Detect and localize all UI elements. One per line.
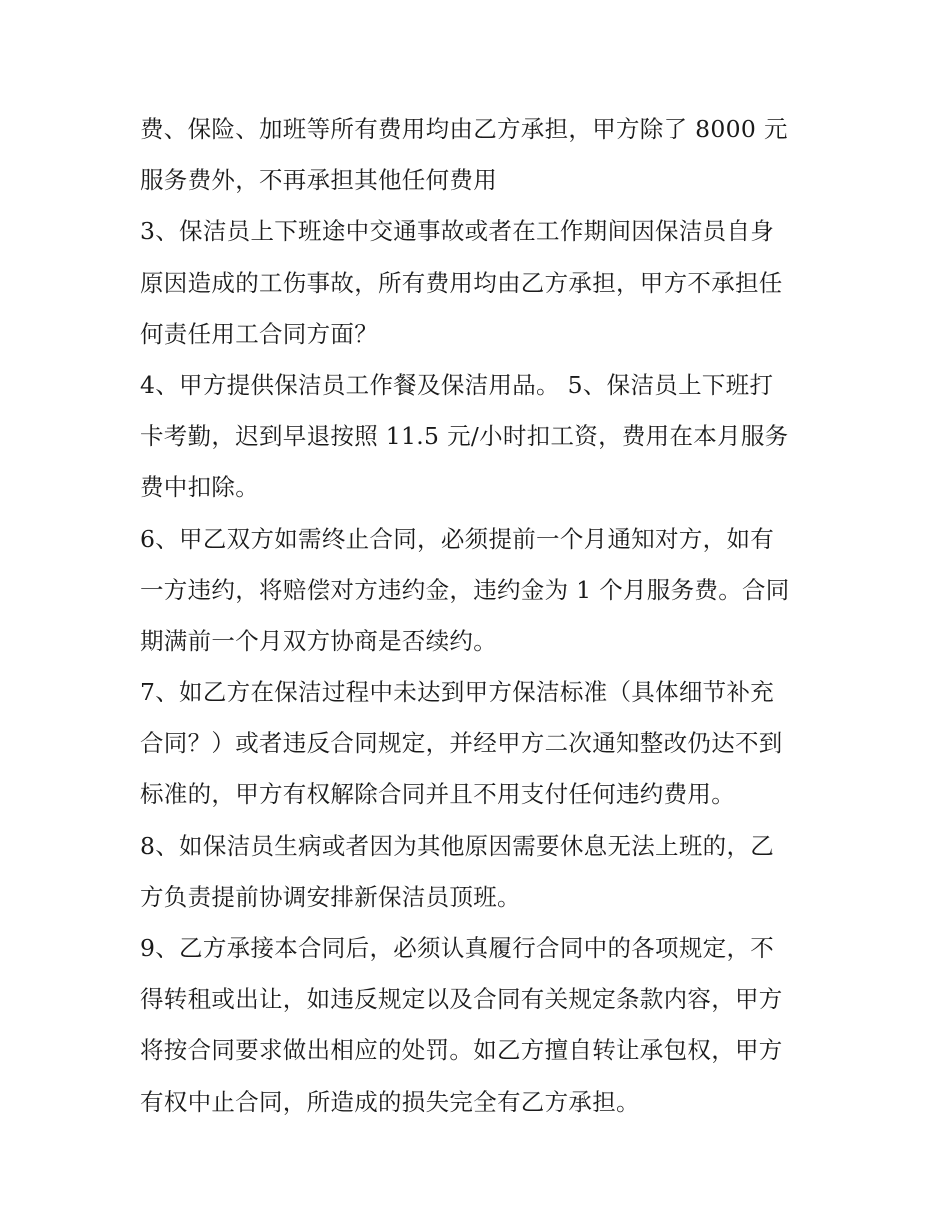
- text-line: 方负责提前协调安排新保洁员顶班。: [140, 882, 521, 911]
- text-line: 原因造成的工伤事故，所有费用均由乙方承担，甲方不承担任: [140, 268, 783, 297]
- text-line: 卡考勤，迟到早退按照 11.5 元/小时扣工资，费用在本月服务: [140, 422, 789, 451]
- text-line: 有权中止合同，所造成的损失完全有乙方承担。: [140, 1087, 640, 1116]
- text-line: 得转租或出让，如违反规定以及合同有关规定条款内容，甲方: [140, 985, 783, 1014]
- text-line: 服务费外，不再承担其他任何费用: [140, 166, 497, 195]
- text-line: 费中扣除。: [140, 473, 259, 502]
- text-line: 4、甲方提供保洁员工作餐及保洁用品。 5、保洁员上下班打: [140, 370, 774, 399]
- text-line: 期满前一个月双方协商是否续约。: [140, 626, 497, 655]
- text-line: 7、如乙方在保洁过程中未达到甲方保洁标准（具体细节补充: [140, 678, 775, 707]
- text-line: 费、保险、加班等所有费用均由乙方承担，甲方除了 8000 元: [140, 115, 788, 143]
- contract-body-text: [140, 104, 820, 1128]
- text-line: 9、乙方承接本合同后，必须认真履行合同中的各项规定，不: [140, 934, 775, 962]
- text-line: 8、如保洁员生病或者因为其他原因需要休息无法上班的，乙: [140, 831, 775, 860]
- text-line: 一方违约，将赔偿对方违约金，违约金为 1 个月服务费。合同: [140, 575, 790, 604]
- text-line: 3、保洁员上下班途中交通事故或者在工作期间因保洁员自身: [140, 217, 775, 246]
- text-line: 将按合同要求做出相应的处罚。如乙方擅自转让承包权，甲方: [140, 1036, 783, 1065]
- text-line: 何责任用工合同方面？: [140, 319, 378, 348]
- text-line: 标准的，甲方有权解除合同并且不用支付任何违约费用。: [140, 780, 735, 809]
- text-line: 6、甲乙双方如需终止合同，必须提前一个月通知对方，如有: [140, 524, 775, 553]
- text-line: 合同？）或者违反合同规定，并经甲方二次通知整改仍达不到: [140, 729, 783, 758]
